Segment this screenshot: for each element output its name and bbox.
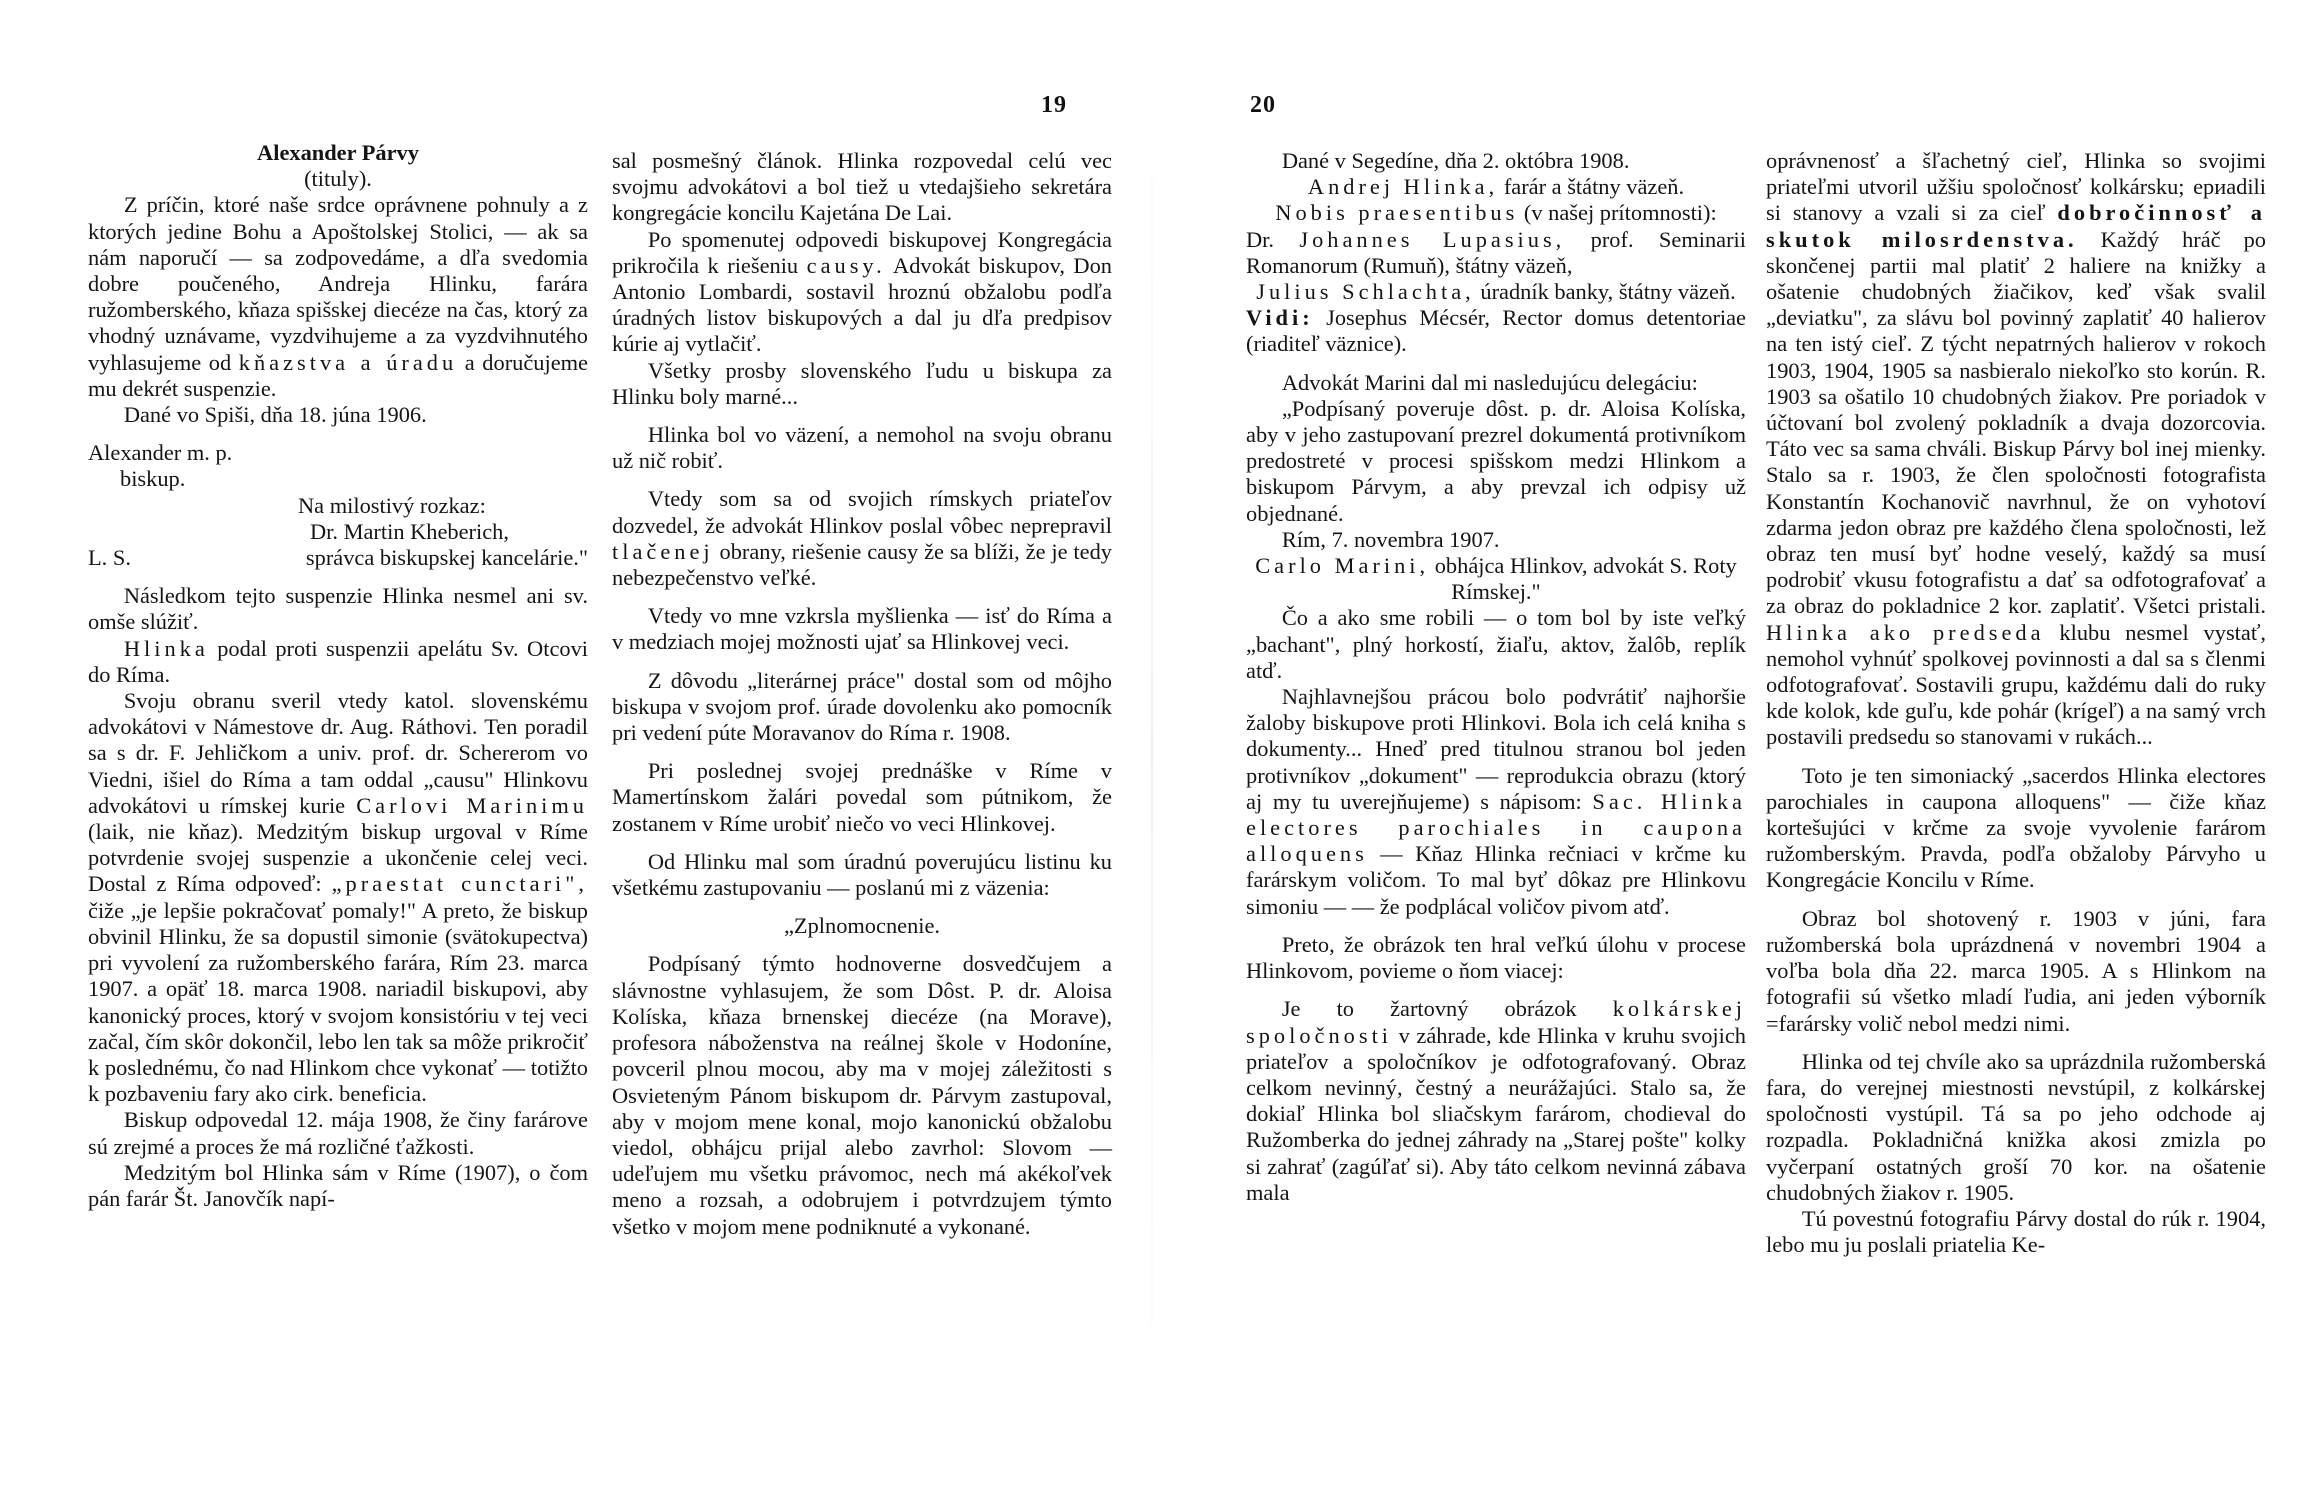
paragraph: [88, 192, 588, 402]
document-title: Alexander Párvy: [257, 140, 419, 165]
paragraph: [88, 688, 588, 1107]
text: (v našej prítomnosti):: [1523, 200, 1717, 226]
spaced-text: causy.: [806, 252, 886, 278]
text: (laik, nie kňaz). Medzitým biskup urgoval v Ríme potvrdenie svojej suspenzie a ukončenie celej veci. Dostal z Ríma odpoveď:: [88, 819, 588, 897]
text: prof. Seminarii Romanorum (Rumuň), štátny väzeň,: [1246, 226, 1746, 278]
gutter: [1151, 60, 1153, 1440]
paragraph: [1246, 279, 1746, 305]
paragraph: Obraz bol shotovený r. 1903 v júni, fara ružomberská bola uprázdnená v novembri 1904 a voľba bola dňa 22. marca 1905. A s Hlinkom na fotografii sú všetko mladí ľudia, ani jeden výborník =farársky volič nebol medzi nimi.: [1766, 905, 2266, 1036]
text: podal proti suspenzii apelátu Sv. Otcovi do Ríma.: [88, 635, 588, 687]
spaced-text: Johannes Lupasius,: [1299, 226, 1566, 252]
page-number-right: 20: [1250, 92, 1276, 118]
signature-office: správca biskupskej kancelárie.": [305, 545, 588, 571]
paragraph: Rím, 7. novembra 1907.: [1281, 526, 1500, 552]
document-subtitle: (tituly).: [304, 166, 372, 192]
spaced-text: Hlinka: [123, 635, 209, 661]
spaced-text: Vidi:: [1246, 305, 1314, 331]
paragraph: Tú povestnú fotografiu Párvy dostal do rúk r. 1904, lebo mu ju poslali priatelia Ke-: [1766, 1205, 2266, 1258]
text: Z príčin, ktoré naše srdce oprávnene pohnuly a z ktorých jedine Bohu a Apoštolskej Stolici, — ak sa nám naporučí — sa zodpovedáme, a dľa svedomia dobre poučeného, Andreja Hlinku, farára ružomberského, kňaza spišskej diecéze na čas, ktorý za vhodný uznávame, vyzdvihujeme a za vyzdvihnutého vyhlasujeme od: [88, 192, 588, 375]
text: klubu nesmel vystať, nemohol vyhnúť spolkovej povinnosti a dal sa s členmi odfotografovať. Sostavili grupu, každému dali do ruky kde kolok, kde guľu, kde pohár (krígeľ) a na samý vrch postavili predsedu so stanovami v rukách...: [1766, 619, 2266, 750]
spaced-text: „praestat cunctari",: [331, 871, 588, 897]
spaced-text: tlačenej: [612, 538, 714, 564]
paragraph: [1246, 996, 1746, 1206]
text: Najhlavnejšou prácou bolo podvrátiť najhoršie žaloby biskupove proti Hlinkovi. Bola ich celá kniha s dokumenty... Hneď pred titulnou stranou bol jeden protivníkov „dokument" — reprodukcia obrazu (ktorý aj my tu uverejňujeme) s nápisom:: [1246, 684, 1746, 814]
paragraph: Pri poslednej svojej prednáške v Ríme v Mamertínskom žalári povedal som pútnikom, že zostanem v Ríme urobiť niečo vo veci Hlinkovej.: [612, 758, 1112, 836]
signature-row: [88, 545, 588, 571]
text: Vtedy som sa od svojich rímskych priateľov dozvedel, že advokát Hlinkov poslal vôbec neprepravil: [612, 486, 1112, 538]
paragraph: [1246, 553, 1746, 605]
paragraph: Dané vo Spiši, dňa 18. júna 1906.: [123, 402, 427, 428]
text: Je to žartovný obrázok: [1281, 996, 1577, 1022]
paragraph: [1246, 227, 1746, 279]
spaced-text: kňazstva a úradu: [238, 349, 458, 375]
paragraph: [1246, 684, 1746, 920]
paragraph: Biskup odpovedal 12. mája 1908, že činy farárove sú zrejmé a proces že má rozličné ťažkosti.: [88, 1107, 588, 1159]
column-4: [1766, 148, 2266, 1258]
spaced-text: kolkárskej spoločnosti: [1246, 996, 1746, 1048]
signature-official: Dr. Martin Kheberich,: [310, 518, 509, 544]
signature-title: biskup.: [120, 466, 186, 492]
column-3: [1246, 148, 1746, 1206]
paragraph: [612, 227, 1112, 358]
paragraph: Všetky prosby slovenského ľudu u biskupa za Hlinku boly marné...: [612, 357, 1112, 409]
text: čiže „je lepšie pokračovať pomaly!" A preto, že biskup obvinil Hlinku, že sa dopustil simonie (svätokupectva) pri vyvolení za ružomberského farára, Rím 23. marca 1907. a opäť 18. marca 1908. nariadil biskupovi, aby kanonický proces, ktorý v svojom konsistóriu v tej veci začal, čím skôr dokončil, lebo len tak sa môže prikročiť k poslednému, čo nad Hlinkom chce vykonať — totižto k pozbaveniu fary ako cirk. beneficia.: [88, 897, 588, 1107]
spaced-text: Nobis praesentibus: [1275, 200, 1519, 226]
paragraph: Dané v Segedíne, dňa 2. októbra 1908.: [1281, 148, 1630, 173]
text: — Kňaz Hlinka rečniaci v krčme ku farárskym voličom. To mal byť dôkaz pre Hlinkovu simoniu — — že podplácal voličov pivom atď.: [1246, 841, 1746, 919]
paragraph: [1246, 305, 1746, 357]
text: úradník banky, štátny väzeň.: [1480, 279, 1736, 305]
text: Dr.: [1246, 226, 1274, 252]
text: Svoju obranu sveril vtedy katol. slovenskému advokátovi v Námestove dr. Aug. Ráthovi. Ten poradil sa s dr. F. Jehličkom a univ. prof. dr. Schererom vo Viedni, išiel do Ríma a tam oddal „causu" Hlinkovu advokátovi u rímskej kurie: [88, 688, 588, 818]
paragraph: Vtedy vo mne vzkrsla myšlienka — isť do Ríma a v medziach mojej možnosti ujať sa Hlinkovej veci.: [612, 603, 1112, 655]
text: a doručujeme mu dekrét suspenzie.: [88, 349, 588, 401]
text: farár a štátny väzeň.: [1503, 174, 1685, 200]
text: v záhrade, kde Hlinka v kruhu svojich priateľov a spoločníkov je odfotografovaný. Obraz celkom nevinný, čestný a neurážajúci. Stalo sa, že dokiaľ Hlinka bol sliačskym farárom, chodieval do Ružomberka do jednej záhrady na „Starej pošte" kolky si zahrať (zagúľať si). Aby táto celkom nevinná zábava mala: [1246, 1022, 1746, 1205]
paragraph: Advokát Marini dal mi nasledujúcu delegáciu:: [1281, 369, 1698, 395]
paragraph: Preto, že obrázok ten hral veľkú úlohu v procese Hlinkovom, povieme o ňom viacej:: [1246, 931, 1746, 984]
paragraph: Toto je ten simoniacký „sacerdos Hlinka electores parochiales in caupona alloquens" — čiže kňaz kortešujúci v krčme za svoje vyvolenie farárom ružomberským. Pravda, podľa obžaloby Párvyho u Kongregácie Koncilu v Ríme.: [1766, 762, 2266, 893]
column-1: [88, 140, 588, 1212]
paragraph: [612, 486, 1112, 591]
text: obhájca Hlinkov, advokát S. Roty Rímskej.": [1434, 553, 1737, 605]
paragraph: sal posmešný článok. Hlinka rozpovedal celú vec svojmu advokátovi a bol tiež u vtedajšieho sekretára kongregácie koncilu Kajetána De Lai.: [612, 148, 1112, 226]
section-heading: „Zplnomocnenie.: [783, 913, 941, 939]
paragraph: Medzitým bol Hlinka sám v Ríme (1907), o čom pán farár Št. Janovčík napí-: [88, 1159, 588, 1211]
column-2: [612, 148, 1112, 1240]
text: oprávnenosť a šľachetný cieľ, Hlinka so svojimi priateľmi utvoril užšiu spoločnosť kolkársku; ериadili si stanovy a vzali si za cieľ: [1766, 148, 2266, 226]
paragraph: [1246, 174, 1746, 200]
paragraph: „Podpísaný poveruje dôst. p. dr. Aloisa Kolíska, aby v jeho zastupovaní prezrel dokumentá protivníkom predostreté v procesi spišskom medzi Hlinkom a biskupom Párvym, a aby prevzal ich odpisy už objednané.: [1246, 395, 1746, 526]
text: Advokát biskupov, Don Antonio Lombardi, sostavil hroznú obžalobu podľa úradných listov biskupových a dal ju dľa predpisov kúrie aj vytlačiť.: [612, 252, 1112, 357]
signature-name: Alexander m. p.: [88, 440, 233, 466]
spaced-text: Julius Schlachta,: [1256, 279, 1475, 305]
text: obrany, riešenie causy že sa blíži, že je tedy nebezpečenstvo veľké.: [612, 538, 1112, 591]
spaced-text: dobročinnosť a skutok milosrdenstva.: [1766, 200, 2266, 252]
paragraph: [1766, 148, 2266, 751]
paragraph: Hlinka bol vo väzení, a nemohol na svoju obranu už nič robiť.: [612, 422, 1112, 474]
paragraph: Podpísaný týmto hodnoverne dosvedčujem a slávnostne vyhlasujem, že som Dôst. P. dr. Aloisa Kolíska, kňaza brnenskej diecéze (na Morave), profesora náboženstva na reálnej škole v Hodoníne, povceril plnou mocou, aby ma v mojej záležitosti s Osvieteným Pánom biskupom dr. Párvym zastupoval, aby v mojom mene konal, mojo kanonickú obžalobu viedol, obhájcu prijal alebo zavrhol: Slovom — udeľujem mu všetku právomoc, nech má akékoľvek meno a rozsah, a odobrujem i potvrdzujem týmto všetko v mojom mene podniknuté a vykonané.: [612, 951, 1112, 1239]
signature-order: Na milostivý rozkaz:: [298, 492, 486, 518]
paragraph: [1246, 200, 1746, 226]
text: Josephus Mécsér, Rector domus detentoriae (riaditeľ väznice).: [1246, 305, 1746, 357]
paragraph: [88, 636, 588, 688]
spaced-text: Andrej Hlinka,: [1307, 174, 1499, 200]
spaced-text: Carlovi Marinimu: [356, 792, 588, 818]
spaced-text: Hlinka ako predseda: [1766, 619, 2045, 645]
spaced-text: Carlo Marini,: [1255, 553, 1430, 579]
seal-mark: L. S.: [88, 545, 131, 571]
paragraph: Hlinka od tej chvíle ako sa uprázdnila ružomberská fara, do verejnej miestnosti nevstúpil, z kolkárskej spoločnosti vystúpil. Tá sa po jeho odchode aj rozpadla. Pokladničná knižka akosi zmizla po vyčerpaní ostatných groší 70 kor. na ošatenie chudobných žiakov r. 1905.: [1766, 1048, 2266, 1205]
spaced-text: Sac. Hlinka electores parochiales in caupona alloquens: [1246, 788, 1746, 867]
paragraph: Od Hlinku mal som úradnú poverujúcu listinu ku všetkému zastupovaniu — poslanú mi z väzenia:: [612, 848, 1112, 901]
paragraph: Z dôvodu „literárnej práce" dostal som od môjho biskupa v svojom prof. úrade dovolenku ako pomocník pri vedení púte Moravanov do Ríma r. 1908.: [612, 667, 1112, 746]
text: Každý hráč po skončenej partii mal platiť 2 haliere na knižky a ošatenie chudobných žiačikov, keď však svalil „deviatku", za slávu bol povinný zaplatiť 40 halierov na ten istý cieľ. Z týcht nepatrných halierov v rokoch 1903, 1904, 1905 sa nasbieralo niekoľko sto korún. R. 1903 sa ošatilo 10 chudobných žiakov. Pre poriadok v účtovaní bol zvolený pokladník a dvaja dozorcovia. Táto vec sa samа chváli. Biskup Párvy bol inej mienky. Stalo sa r. 1903, že člen spoločnosti fotografista Konstantín Kochanovič navrhnul, že on vyhotoví zdarma jedon obraz pre každého člena spoločnosti, lež obraz ten musí byť hodne veselý, každý sa musí podrobiť vkusu fotografistu a dať sa odfotografovať a za obraz do pokladnice 2 kor. zaplatiť. Všetci pristali.: [1766, 226, 2266, 619]
paragraph: Čo a ako sme robili — o tom bol by iste veľký „bachant", plný horkostí, žiaľu, aktov, žalôb, replík atď.: [1246, 605, 1746, 683]
page-number-left: 19: [1041, 92, 1067, 118]
text: Po spomenutej odpovedi biskupovej Kongregácia prikročila k riešeniu: [612, 226, 1112, 278]
paragraph: Následkom tejto suspenzie Hlinka nesmel ani sv. omše slúžiť.: [88, 583, 588, 635]
